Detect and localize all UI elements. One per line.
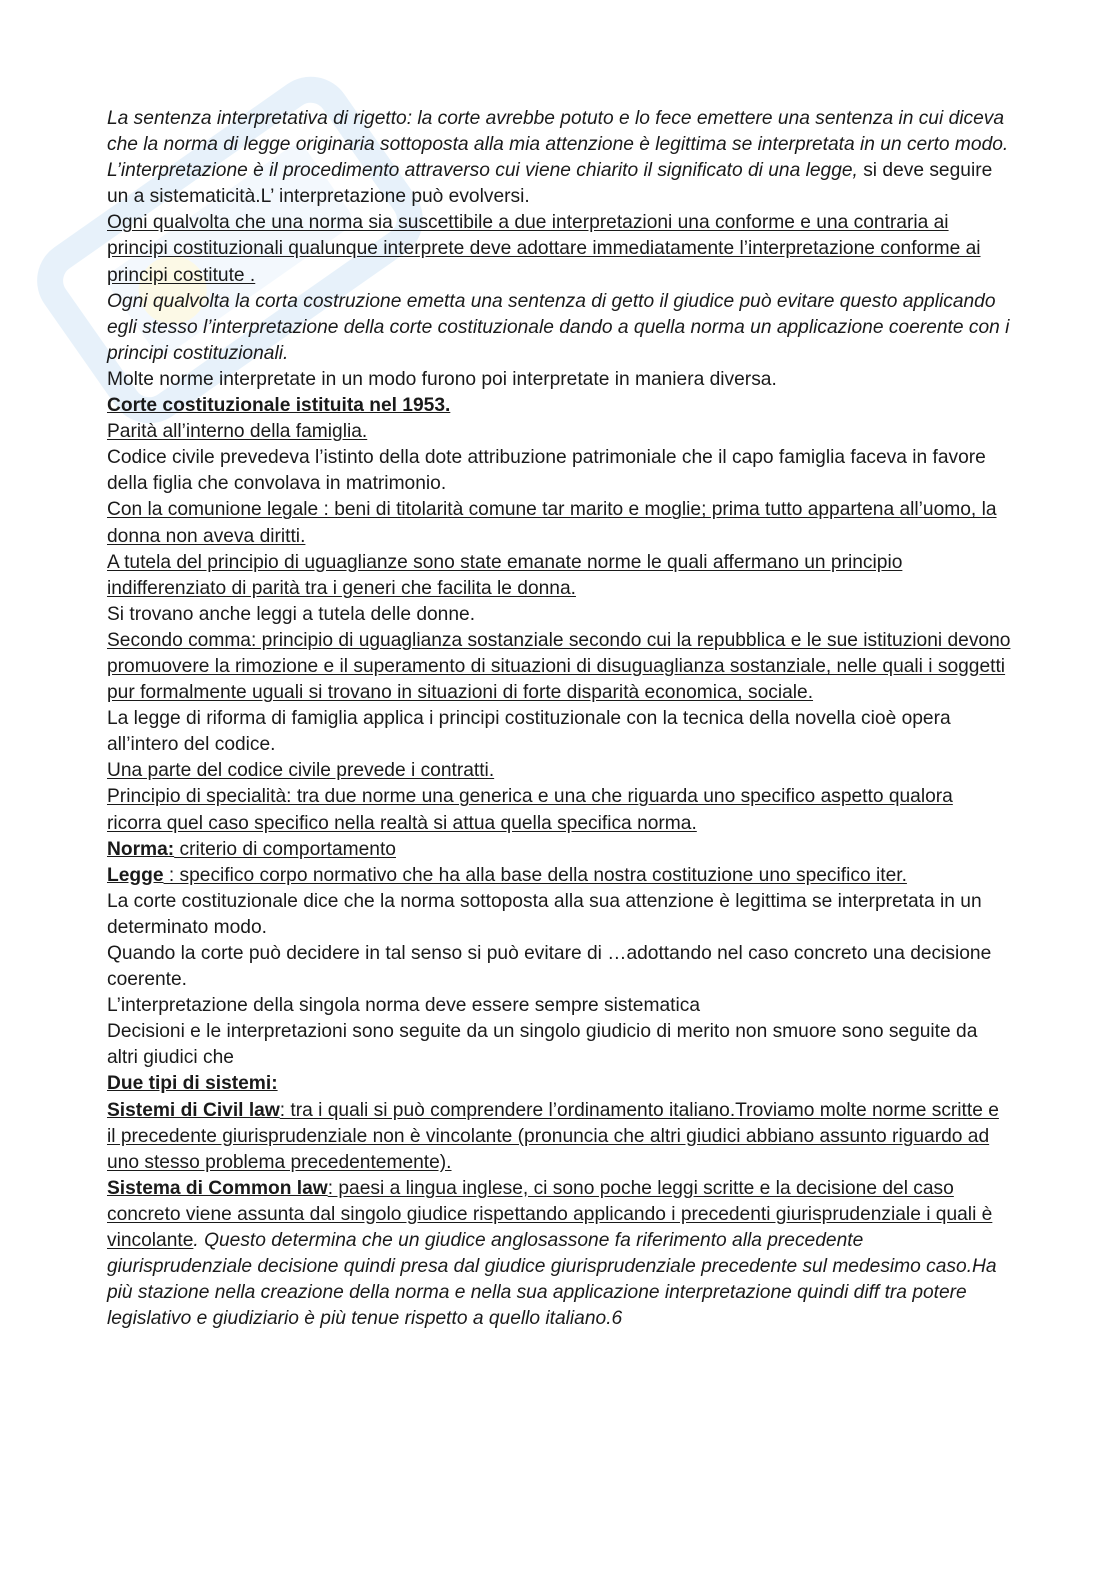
paragraph-molte-norme: Molte norme interpretate in un modo furono poi interpretate in maniera diversa. <box>107 368 777 390</box>
paragraph-norma-definition <box>107 837 1012 863</box>
paragraph-quando-la-corte: Quando la corte può decidere in tal senso si può evitare di …adottando nel caso concreto una decisione coerente. <box>107 943 992 991</box>
paragraph-codice-civile-dote: Codice civile prevedeva l’istinto della dote attribuzione patrimoniale che il capo famiglia faceva in favore della figlia che convolava in matrimonio. <box>107 447 986 495</box>
heading-due-tipi-sistemi: Due tipi di sistemi: <box>107 1073 278 1095</box>
term-legge: Legge <box>107 864 164 886</box>
paragraph-principio-specialita: Principio di specialità: tra due norme una generica e una che riguarda uno specifico aspetto qualora ricorra quel caso specifico nella realtà si attua quella specifica norma. <box>107 786 953 834</box>
paragraph-common-law <box>107 1176 1012 1333</box>
paragraph-interpretazione-sistematica: L’interpretazione della singola norma deve essere sempre sistematica <box>107 995 700 1017</box>
paragraph-secondo-comma: Secondo comma: principio di uguaglianza sostanziale secondo cui la repubblica e le sue istituzioni devono promuovere la rimozione e il superamento di situazioni di disuguaglianza sostanziale, nelle quali i soggetti pur formalmente uguali si trovano in situazioni di forte disparità economica, sociale. <box>107 629 1011 704</box>
italic-common-law-note: . Questo determina che un giudice anglosassone fa riferimento alla precedente giurisprudenziale decisione quindi presa dal giudice giurisprudenziale precedente sul medesimo caso.Ha più stazione nella creazione della norma e nella sua applicazione interpretazione quindi diff tra potere legislativo e giudiziario è più tenue rispetto a quello italiano.6 <box>107 1230 997 1330</box>
term-civil-law: Sistemi di Civil law <box>107 1099 280 1121</box>
italic-text: La sentenza interpretativa di rigetto: la corte avrebbe potuto e lo fece emettere una sentenza in cui diceva che la norma di legge originaria sottoposta alla mia attenzione è legittima se interpretata in un certo modo. L’interpretazione è il procedimento attraverso cui viene chiarito il significato di una legge, <box>107 108 1009 182</box>
paragraph-legge-definition <box>107 863 1012 889</box>
paragraph-corte-costruzione: Ogni qualvolta la corta costruzione emetta una sentenza di getto il giudice può evitare questo applicando egli stesso l’interpretazione della corte costituzionale dando a quella norma un applicazione coerente con i principi costituzionali. <box>107 290 1010 364</box>
paragraph-parita-famiglia: Parità all’interno della famiglia. <box>107 421 368 443</box>
document-page <box>107 106 1012 1332</box>
definition-norma: criterio di comportamento <box>174 838 396 860</box>
heading-corte-costituzionale: Corte costituzionale istituita nel 1953. <box>107 395 451 417</box>
paragraph-civil-law <box>107 1098 1012 1176</box>
definition-civil-law: : tra i quali si può comprendere l’ordinamento italiano.Troviamo molte norme scritte e il precedente giurisprudenziale non è vincolante (pronuncia che altri giudici abbiano assunto riguardo ad uno stesso problema precedentemente). <box>107 1099 999 1173</box>
plain-text: si deve seguire un a sistematicità.L’ interpretazione può evolversi. <box>107 160 993 208</box>
paragraph-leggi-tutela-donne: Si trovano anche leggi a tutela delle donne. <box>107 603 476 625</box>
paragraph-interpretazione-conforme: Ogni qualvolta che una norma sia suscettibile a due interpretazioni una conforme e una contraria ai principi costituzionali qualunque interprete deve adottare immediatamente l’interpretazione conforme ai principi costitute . <box>107 212 981 286</box>
paragraph-corte-dice: La corte costituzionale dice che la norma sottoposta alla sua attenzione è legittima se interpretata in un determinato modo. <box>107 890 982 938</box>
paragraph-riforma-famiglia: La legge di riforma di famiglia applica i principi costituzionale con la tecnica della novella cioè opera all’intero del codice. <box>107 708 951 756</box>
paragraph-tutela-uguaglianza: A tutela del principio di uguaglianze sono state emanate norme le quali affermano un principio indifferenziato di parità tra i generi che facilita le donna. <box>107 551 903 599</box>
term-norma: Norma: <box>107 838 175 860</box>
paragraph-comunione-legale: Con la comunione legale : beni di titolarità comune tar marito e moglie; prima tutto appartena all’uomo, la donna non aveva diritti. <box>107 499 997 547</box>
paragraph-contratti: Una parte del codice civile prevede i contratti. <box>107 760 495 782</box>
term-common-law: Sistema di Common law <box>107 1177 328 1199</box>
paragraph-sentenza-interpretativa <box>107 106 1012 210</box>
definition-common-law: : paesi a lingua inglese, ci sono poche leggi scritte e la decisione del caso concreto viene assunta dal singolo giudice rispettando applicando i precedenti giurisprudenziale i quali è vincolante <box>107 1177 993 1252</box>
definition-legge: : specifico corpo normativo che ha alla base della nostra costituzione uno specifico iter. <box>163 864 907 886</box>
paragraph-decisioni-interpretazioni: Decisioni e le interpretazioni sono seguite da un singolo giudicio di merito non smuore sono seguite da altri giudici che <box>107 1021 978 1069</box>
